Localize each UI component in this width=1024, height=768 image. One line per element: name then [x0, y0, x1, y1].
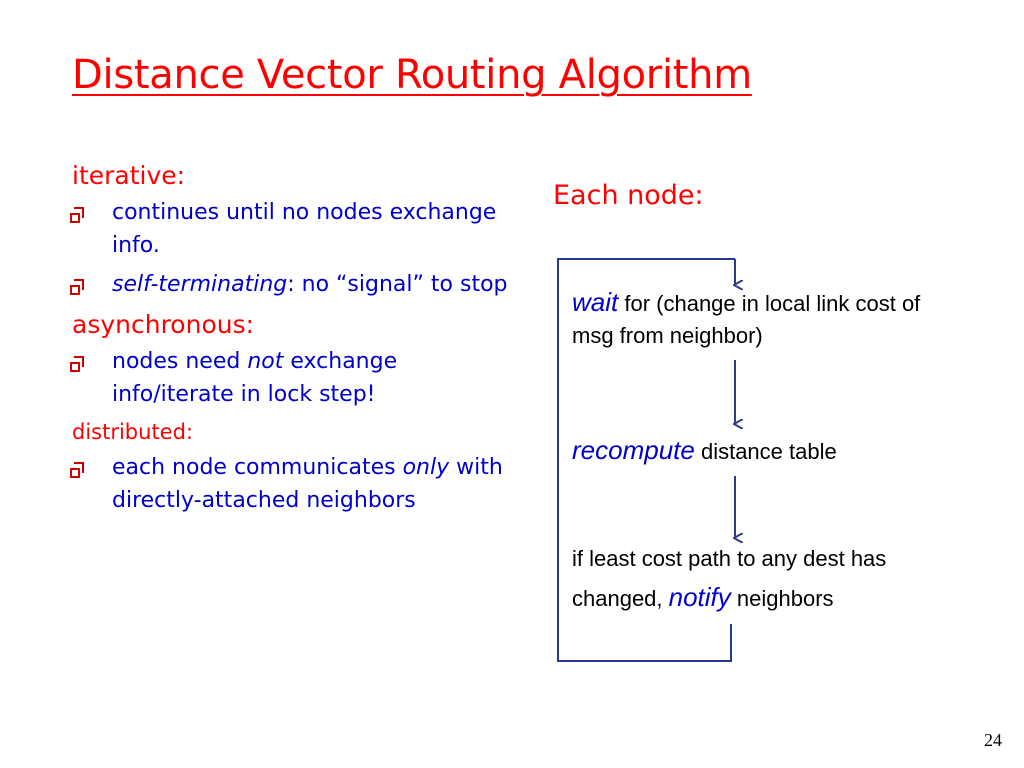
bullet-text: exchange info/iterate in lock step!: [112, 349, 398, 407]
wait-step: [572, 286, 952, 352]
recompute-text: distance table: [694, 439, 837, 464]
bullet-text: nodes need: [112, 349, 248, 374]
notify-text: if least cost path to any dest has changed,: [572, 546, 887, 611]
distributed-heading: distributed:: [72, 420, 194, 444]
recompute-keyword: recompute: [572, 435, 695, 465]
bullet-text: each node communicates: [112, 455, 403, 480]
wait-text: for (change in local link cost of msg from neighbor): [572, 291, 921, 348]
page-number: 24: [984, 730, 1002, 750]
wait-keyword: wait: [572, 287, 619, 317]
bullet-text: continues until no nodes exchange info.: [112, 200, 497, 258]
bullet-text: with directly-attached neighbors: [112, 455, 503, 513]
asynchronous-heading: asynchronous:: [72, 310, 255, 339]
notify-text-end: neighbors: [730, 586, 834, 611]
recompute-step: [572, 434, 952, 468]
bullet-text-italic: not: [247, 349, 284, 374]
each-node-heading: Each node:: [553, 180, 704, 211]
bullet-text: : no “signal” to stop: [287, 272, 508, 297]
iterative-heading: iterative:: [72, 161, 186, 190]
bullet-text-italic: self-terminating: [112, 272, 288, 297]
notify-keyword: notify: [668, 582, 731, 612]
bullet-text-italic: only: [402, 455, 450, 480]
slide-title: Distance Vector Routing Algorithm: [72, 52, 752, 98]
notify-step: [572, 540, 952, 618]
